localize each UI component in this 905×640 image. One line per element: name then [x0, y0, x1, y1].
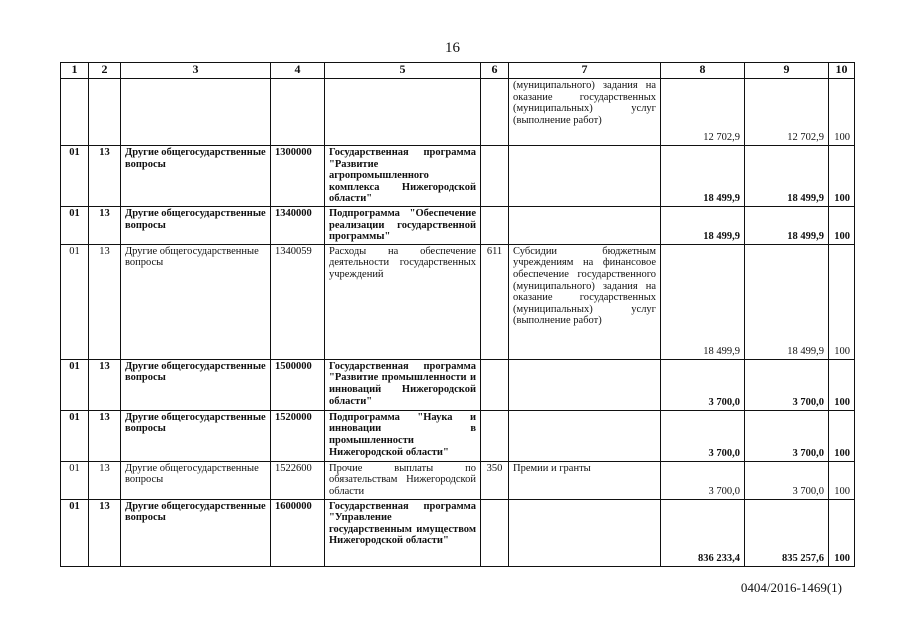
section-code-cell: 01: [61, 206, 89, 244]
executed-amount-cell: 18 499,9: [745, 146, 829, 207]
section-name-cell: Другие общегосударственные вопросы: [121, 499, 271, 566]
expense-type-code-cell: [481, 359, 509, 410]
subsection-code-cell: 13: [89, 146, 121, 207]
executed-amount-cell: 18 499,9: [745, 244, 829, 359]
subsection-code-cell: 13: [89, 461, 121, 499]
target-name-cell: [325, 79, 481, 146]
subsection-code-cell: 13: [89, 206, 121, 244]
expense-type-name-cell: Премии и гранты: [509, 461, 661, 499]
target-name-cell: Государственная программа "Управление государственным имуществом Нижегородской области": [325, 499, 481, 566]
header-cell: 6: [481, 63, 509, 79]
section-code-cell: 01: [61, 146, 89, 207]
header-cell: 10: [829, 63, 855, 79]
planned-amount-cell: 836 233,4: [661, 499, 745, 566]
expense-type-code-cell: [481, 206, 509, 244]
execution-percent-cell: 100: [829, 359, 855, 410]
execution-percent-cell: 100: [829, 206, 855, 244]
header-cell: 7: [509, 63, 661, 79]
execution-percent-cell: 100: [829, 499, 855, 566]
section-code-cell: 01: [61, 410, 89, 461]
expense-type-code-cell: [481, 146, 509, 207]
planned-amount-cell: 12 702,9: [661, 79, 745, 146]
section-name-cell: [121, 79, 271, 146]
target-code-cell: 1500000: [271, 359, 325, 410]
target-code-cell: 1340000: [271, 206, 325, 244]
header-cell: 4: [271, 63, 325, 79]
planned-amount-cell: 3 700,0: [661, 359, 745, 410]
expense-type-code-cell: [481, 79, 509, 146]
expense-type-name-cell: Субсидии бюджетным учреждениям на финансовое обеспечение государственного (муниципального) задания на оказание государственных (муниципальных) услуг (выполнение работ): [509, 244, 661, 359]
expense-type-code-cell: [481, 499, 509, 566]
execution-percent-cell: 100: [829, 410, 855, 461]
target-code-cell: 1522600: [271, 461, 325, 499]
page-number: 16: [445, 40, 460, 56]
section-code-cell: 01: [61, 499, 89, 566]
header-row: [61, 63, 855, 79]
target-name-cell: Прочие выплаты по обязательствам Нижегородской области: [325, 461, 481, 499]
table-row: [61, 499, 855, 566]
table-row: [61, 146, 855, 207]
table-body: [61, 79, 855, 567]
subsection-code-cell: 13: [89, 410, 121, 461]
expense-type-name-cell: [509, 146, 661, 207]
expense-type-code-cell: 350: [481, 461, 509, 499]
planned-amount-cell: 18 499,9: [661, 244, 745, 359]
planned-amount-cell: 18 499,9: [661, 146, 745, 207]
expense-type-name-cell: [509, 410, 661, 461]
table-row: [61, 206, 855, 244]
section-name-cell: Другие общегосударственные вопросы: [121, 244, 271, 359]
header-cell: 3: [121, 63, 271, 79]
executed-amount-cell: 3 700,0: [745, 410, 829, 461]
executed-amount-cell: 3 700,0: [745, 359, 829, 410]
target-code-cell: 1520000: [271, 410, 325, 461]
header-cell: 2: [89, 63, 121, 79]
header-cell: 8: [661, 63, 745, 79]
target-name-cell: Государственная программа "Развитие промышленности и инноваций Нижегородской области": [325, 359, 481, 410]
header-cell: 5: [325, 63, 481, 79]
executed-amount-cell: 12 702,9: [745, 79, 829, 146]
planned-amount-cell: 3 700,0: [661, 461, 745, 499]
expense-type-name-cell: [509, 206, 661, 244]
subsection-code-cell: 13: [89, 244, 121, 359]
document-code: 0404/2016-1469(1): [740, 580, 842, 595]
section-name-cell: Другие общегосударственные вопросы: [121, 146, 271, 207]
table-row: [61, 461, 855, 499]
section-code-cell: 01: [61, 359, 89, 410]
header-cell: 9: [745, 63, 829, 79]
planned-amount-cell: 3 700,0: [661, 410, 745, 461]
target-name-cell: Подпрограмма "Наука и инновации в промышленности Нижегородской области": [325, 410, 481, 461]
executed-amount-cell: 18 499,9: [745, 206, 829, 244]
expense-type-code-cell: 611: [481, 244, 509, 359]
target-name-cell: Государственная программа "Развитие агропромышленного комплекса Нижегородской области": [325, 146, 481, 207]
section-code-cell: 01: [61, 244, 89, 359]
target-code-cell: 1340059: [271, 244, 325, 359]
execution-percent-cell: 100: [829, 79, 855, 146]
target-code-cell: 1300000: [271, 146, 325, 207]
table-row: [61, 79, 855, 146]
expense-type-name-cell: [509, 499, 661, 566]
section-code-cell: [61, 79, 89, 146]
expense-type-code-cell: [481, 410, 509, 461]
expense-type-name-cell: [509, 359, 661, 410]
target-name-cell: Подпрограмма "Обеспечение реализации государственной программы": [325, 206, 481, 244]
section-name-cell: Другие общегосударственные вопросы: [121, 410, 271, 461]
execution-percent-cell: 100: [829, 146, 855, 207]
section-name-cell: Другие общегосударственные вопросы: [121, 359, 271, 410]
executed-amount-cell: 3 700,0: [745, 461, 829, 499]
planned-amount-cell: 18 499,9: [661, 206, 745, 244]
subsection-code-cell: 13: [89, 499, 121, 566]
executed-amount-cell: 835 257,6: [745, 499, 829, 566]
subsection-code-cell: 13: [89, 359, 121, 410]
table-row: [61, 244, 855, 359]
table-row: [61, 359, 855, 410]
execution-percent-cell: 100: [829, 461, 855, 499]
section-name-cell: Другие общегосударственные вопросы: [121, 206, 271, 244]
table-row: [61, 410, 855, 461]
execution-percent-cell: 100: [829, 244, 855, 359]
target-name-cell: Расходы на обеспечение деятельности государственных учреждений: [325, 244, 481, 359]
section-name-cell: Другие общегосударственные вопросы: [121, 461, 271, 499]
target-code-cell: 1600000: [271, 499, 325, 566]
expense-type-name-cell: (муниципального) задания на оказание государственных (муниципальных) услуг (выполнение работ): [509, 79, 661, 146]
section-code-cell: 01: [61, 461, 89, 499]
target-code-cell: [271, 79, 325, 146]
budget-table: [60, 62, 855, 567]
header-cell: 1: [61, 63, 89, 79]
subsection-code-cell: [89, 79, 121, 146]
